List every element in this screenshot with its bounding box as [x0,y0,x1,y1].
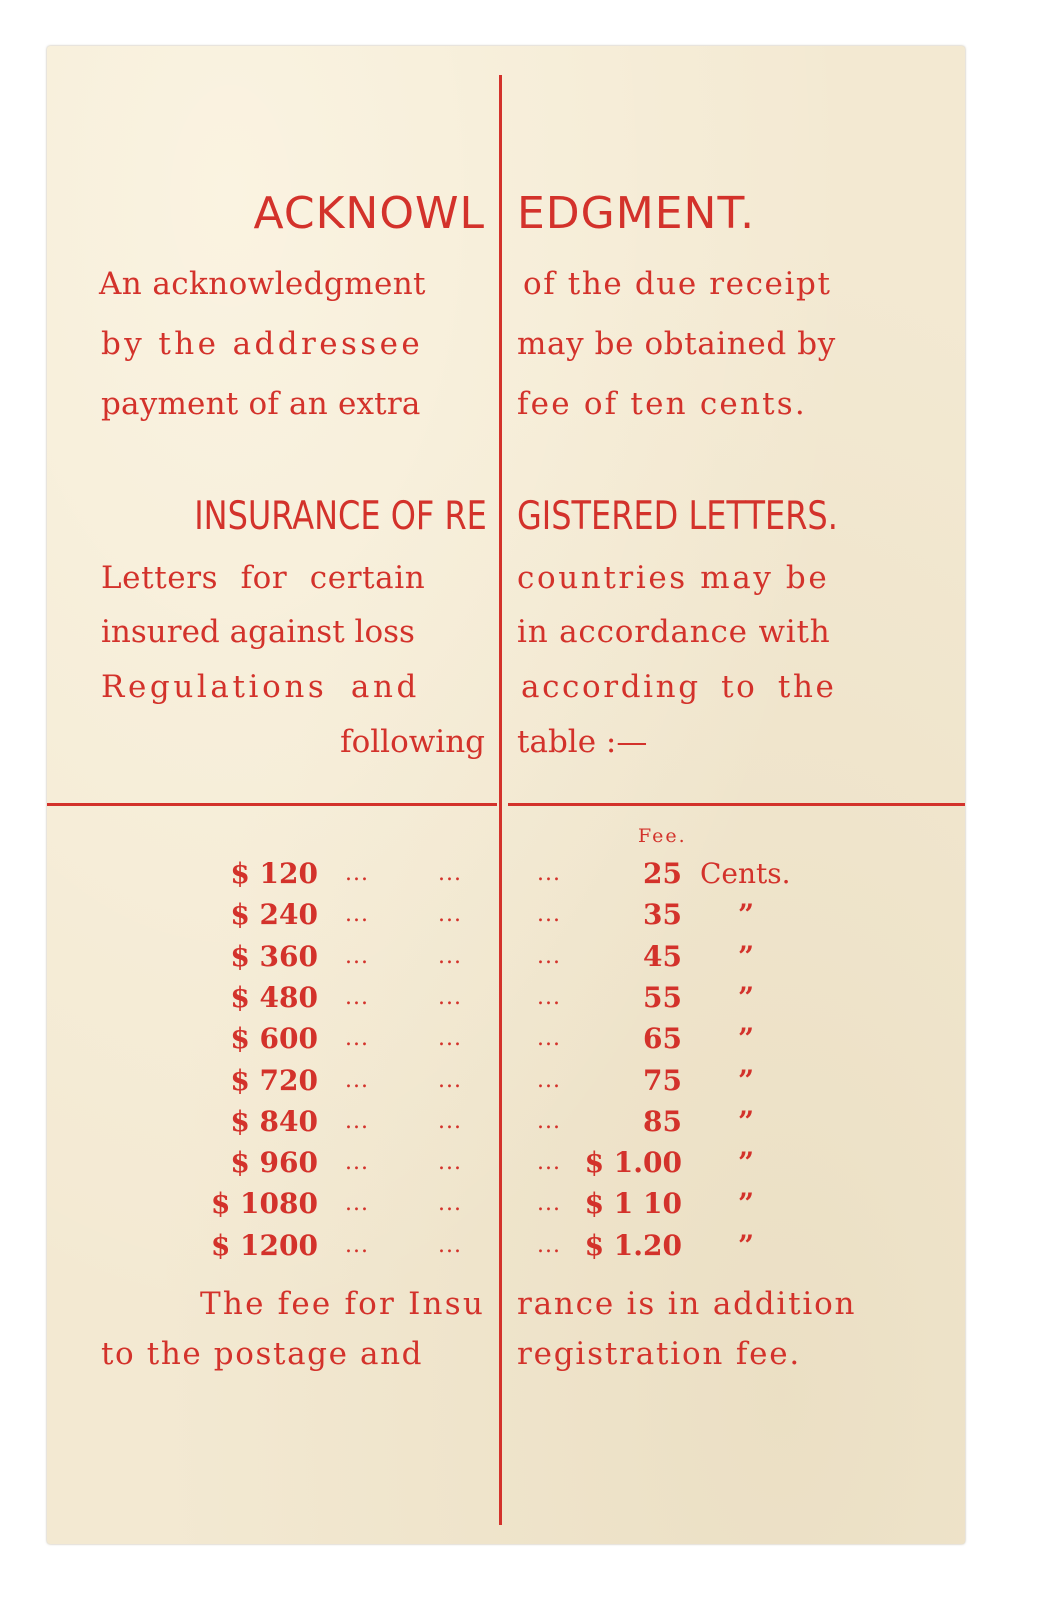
leader-dots: ... [537,1026,561,1051]
insurance-heading-left: INSURANCE OF RE [194,494,487,539]
table-fee-unit: ” [738,1105,755,1138]
table-fee-unit: ” [738,898,755,931]
table-fee: 55 [643,981,682,1014]
leader-dots: ... [345,861,369,886]
insurance-heading-right: GISTERED LETTERS. [517,494,838,539]
leader-dots: ... [345,985,369,1010]
ack-line-2-right: may be obtained by [517,326,836,362]
ack-line-1-left: An acknowledgment [99,266,426,302]
table-amount: $ 600 [230,1022,318,1055]
table-fee-unit: ” [738,981,755,1014]
table-amount: $ 1080 [210,1187,318,1220]
table-fee: 25 [643,857,682,890]
ins-line-3-left: Regulations and [101,669,420,705]
ins-line-2-right: in accordance with [517,614,831,650]
table-amount: $ 120 [230,857,318,890]
table-amount: $ 720 [230,1064,318,1097]
table-fee-unit: ” [738,940,755,973]
leader-dots: ... [438,1150,462,1175]
table-fee: 45 [643,940,682,973]
leader-dots: ... [438,1068,462,1093]
table-amount: $ 960 [230,1146,318,1179]
leader-dots: ... [537,1068,561,1093]
leader-dots: ... [537,1150,561,1175]
leader-dots: ... [438,985,462,1010]
ack-line-3-left: payment of an extra [101,386,421,422]
vertical-divider [499,75,502,1525]
leader-dots: ... [345,902,369,927]
table-amount: $ 840 [230,1105,318,1138]
ins-line-2-left: insured against loss [101,614,415,650]
table-fee: $ 1.00 [584,1146,682,1179]
leader-dots: ... [438,1109,462,1134]
ack-line-1-right: of the due receipt [523,266,832,302]
leader-dots: ... [438,1233,462,1258]
footer-line-1-left: The fee for Insu [200,1286,485,1322]
table-amount: $ 240 [230,898,318,931]
footer-line-2-right: registration fee. [517,1336,802,1372]
leader-dots: ... [537,1109,561,1134]
leader-dots: ... [438,861,462,886]
table-fee-unit: ” [738,1064,755,1097]
leader-dots: ... [438,902,462,927]
footer-line-2-left: to the postage and [101,1336,424,1372]
horizontal-divider-left [47,803,497,806]
table-amount: $ 480 [230,981,318,1014]
ins-line-1-right: countries may be [517,560,830,596]
ins-line-4-left: following [340,724,485,760]
acknowledgment-heading-right: EDGMENT. [517,188,756,239]
fee-column-header: Fee. [638,825,687,847]
leader-dots: ... [537,902,561,927]
table-fee-unit: ” [738,1146,755,1179]
table-fee-unit: ” [738,1022,755,1055]
acknowledgment-heading-left: ACKNOWL [253,188,485,239]
table-fee-unit: ” [738,1229,755,1262]
table-fee: $ 1 10 [584,1187,682,1220]
table-fee: 85 [643,1105,682,1138]
ack-line-2-left: by the addressee [101,326,424,362]
leader-dots: ... [345,1191,369,1216]
leader-dots: ... [537,1191,561,1216]
leader-dots: ... [537,861,561,886]
table-amount: $ 360 [230,940,318,973]
leader-dots: ... [537,1233,561,1258]
table-fee: $ 1.20 [584,1229,682,1262]
leader-dots: ... [345,1068,369,1093]
leader-dots: ... [438,1026,462,1051]
table-amount: $ 1200 [210,1229,318,1262]
table-fee: 35 [643,898,682,931]
leader-dots: ... [537,944,561,969]
leader-dots: ... [537,985,561,1010]
leader-dots: ... [345,1150,369,1175]
leader-dots: ... [438,1191,462,1216]
leader-dots: ... [438,944,462,969]
table-fee-unit: Cents. [700,857,791,890]
table-fee: 65 [643,1022,682,1055]
table-fee: 75 [643,1064,682,1097]
leader-dots: ... [345,1026,369,1051]
leader-dots: ... [345,1109,369,1134]
ins-line-4-right: table :— [517,724,648,760]
ins-line-1-left: Letters for certain [101,560,426,596]
horizontal-divider-right [508,803,965,806]
ack-line-3-right: fee of ten cents. [517,386,807,422]
footer-line-1-right: rance is in addition [517,1286,857,1322]
ins-line-3-right: according to the [521,669,837,705]
leader-dots: ... [345,1233,369,1258]
table-fee-unit: ” [738,1187,755,1220]
leader-dots: ... [345,944,369,969]
